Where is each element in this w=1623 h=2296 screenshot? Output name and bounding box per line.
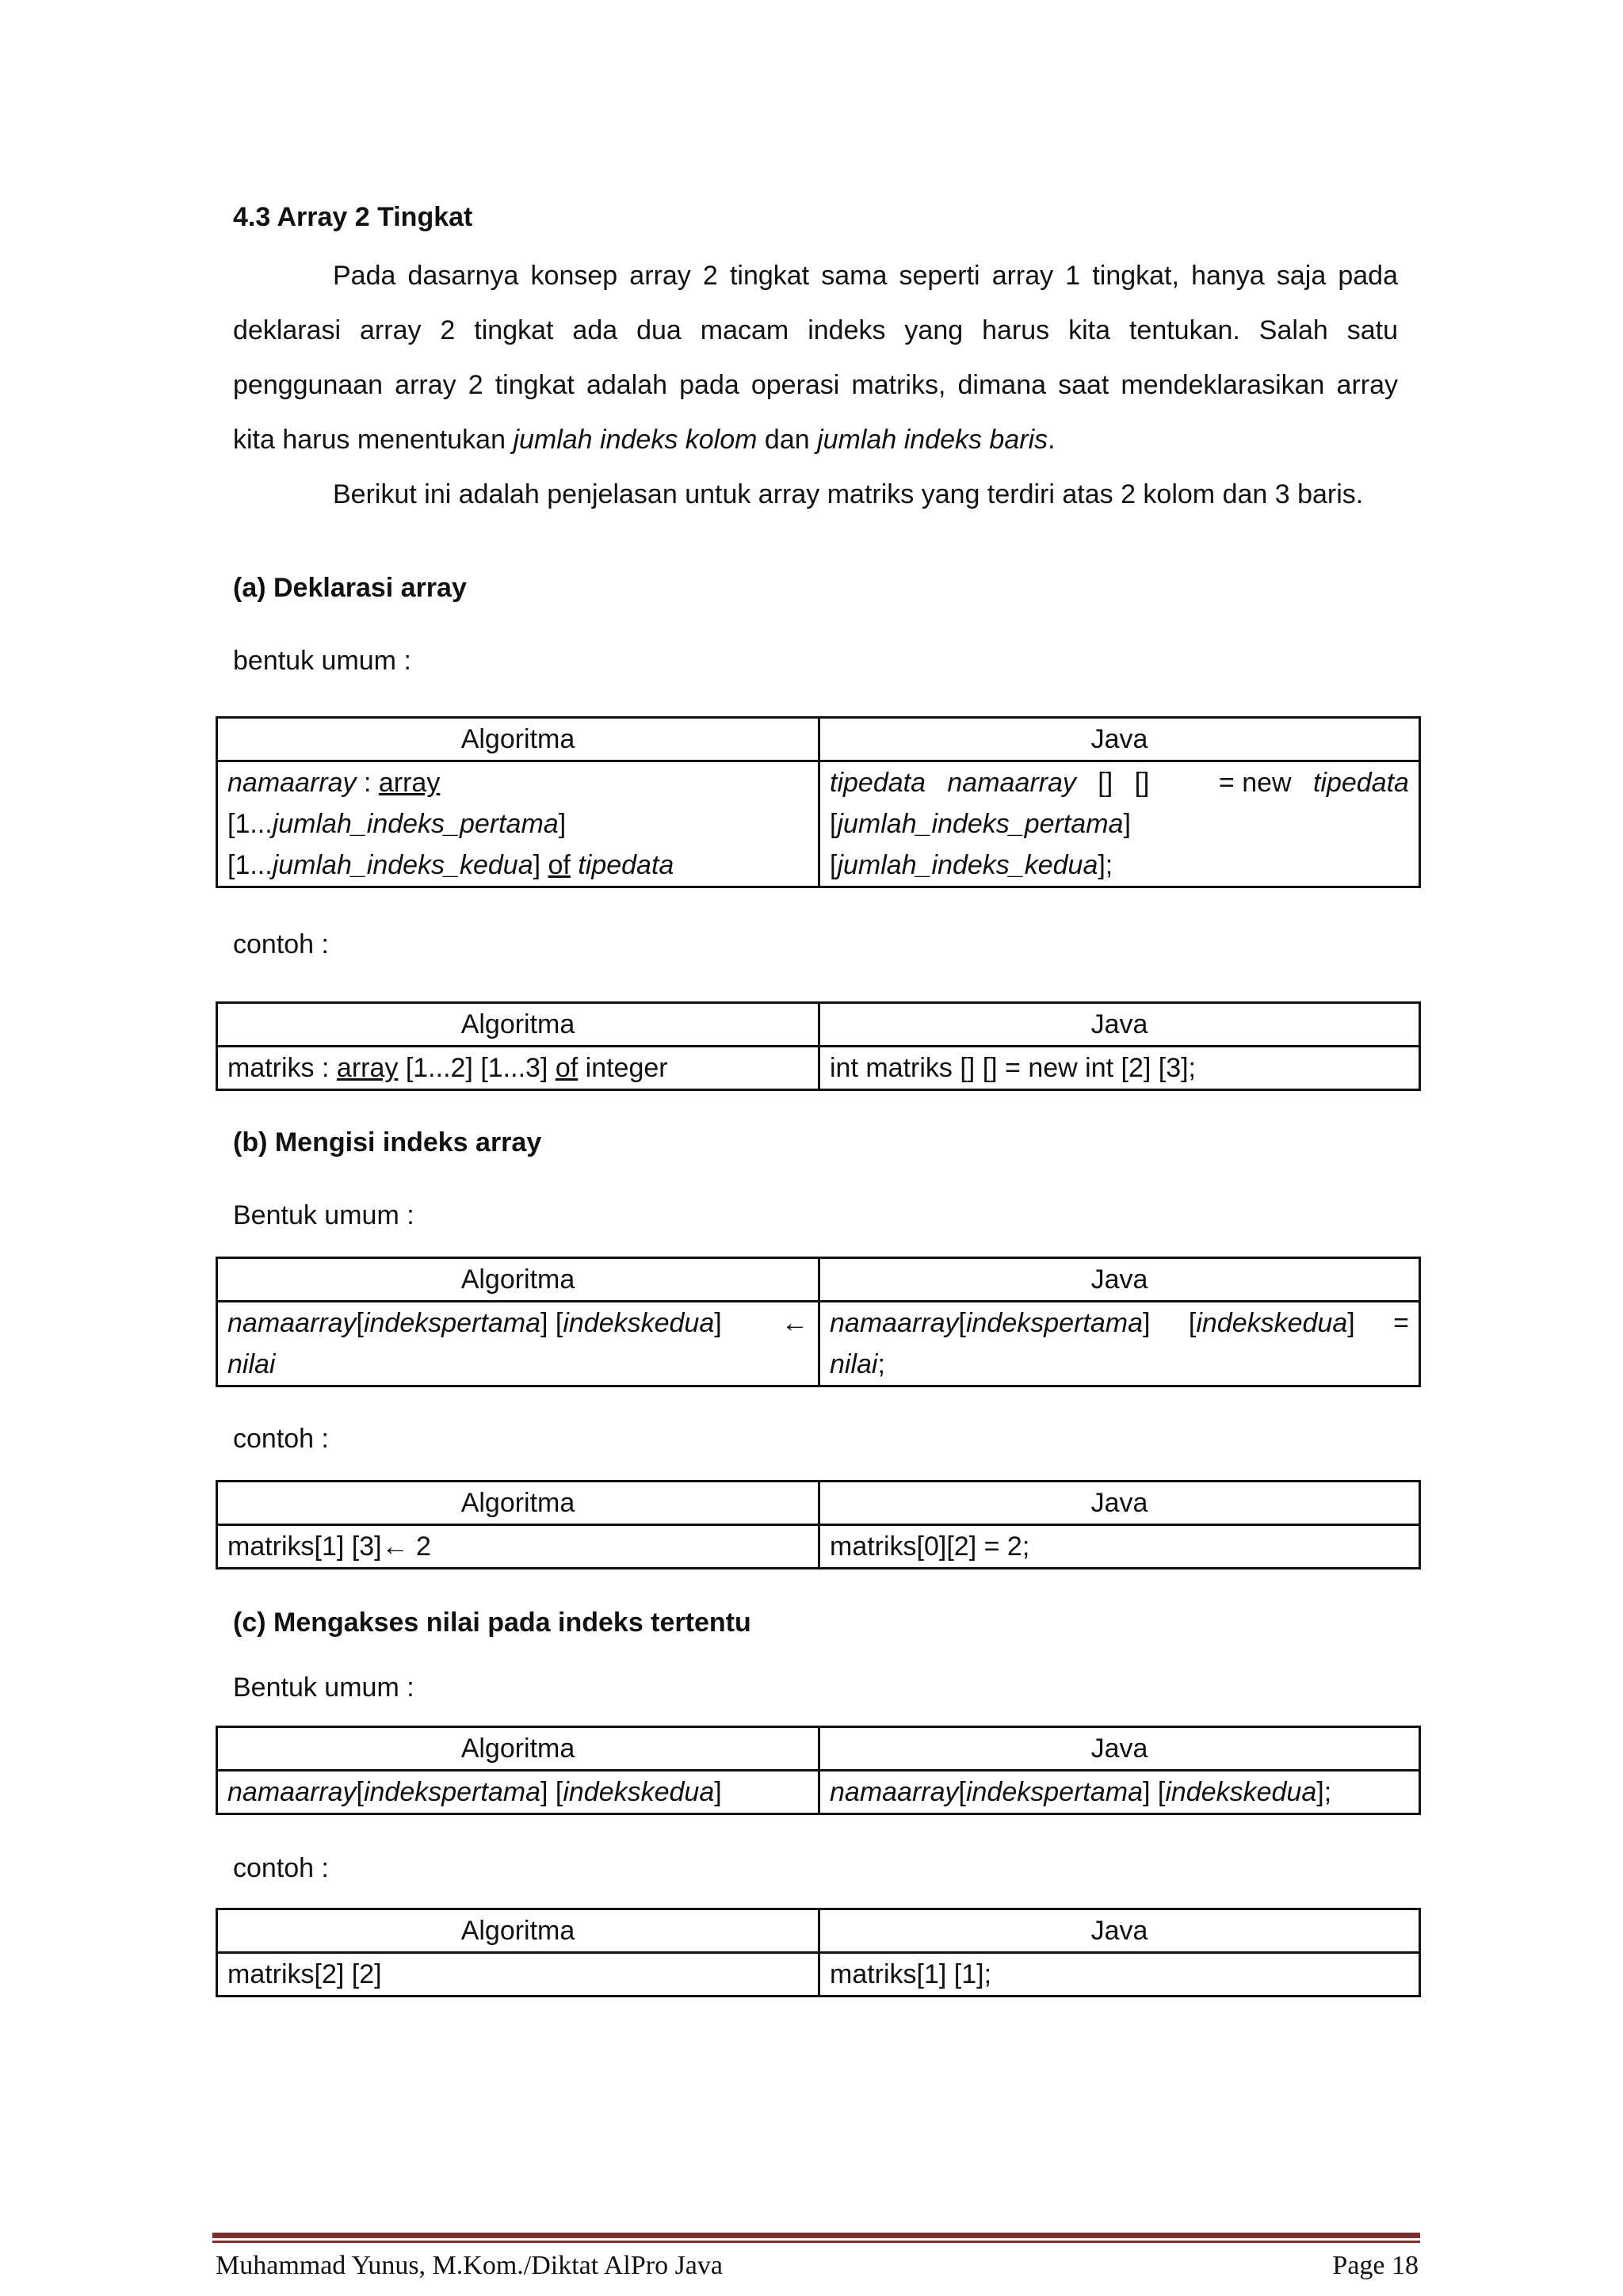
subsection-c-title: (c) Mengakses nilai pada indeks tertentu: [233, 1608, 751, 1638]
footer-rule: [212, 2233, 1420, 2238]
code-text: ]: [1347, 1308, 1355, 1338]
intro-line-1: Pada dasarnya konsep array 2 tingkat sama seperti array 1 tingkat, hanya saja pada: [333, 261, 1398, 291]
intro-text: dan: [757, 425, 818, 455]
cell-java: int matriks [] [] = new int [2] [3];: [819, 1047, 1420, 1090]
code-text: ]: [714, 1308, 722, 1338]
cell-line: [227, 845, 808, 886]
table-b-example: [216, 1480, 1421, 1569]
code-text: namaarray: [227, 1308, 357, 1338]
code-text: tipedata: [578, 850, 674, 880]
keyword-text: of: [555, 1053, 579, 1083]
code-text: ];: [1098, 850, 1113, 880]
header-java: Java: [819, 1258, 1420, 1302]
code-text: nilai: [830, 1349, 878, 1379]
code-group: [227, 1302, 722, 1344]
table-header-row: [217, 1003, 1420, 1047]
table-header-row: [217, 1482, 1420, 1525]
code-text: ];: [1316, 1777, 1332, 1807]
code-text: indekspertama: [363, 1308, 540, 1338]
table-row: [217, 1525, 1420, 1569]
code-text: namaarray: [227, 768, 357, 798]
cell-line: [830, 803, 1409, 845]
cell-java: matriks[1] [1];: [819, 1953, 1420, 1997]
code-text: namaarray: [227, 1777, 357, 1807]
code-text: namaarray: [947, 768, 1076, 798]
header-algoritma: Algoritma: [217, 1258, 819, 1302]
table-b-general: [216, 1257, 1421, 1387]
code-text: matriks :: [227, 1053, 337, 1083]
cell-line: [830, 762, 1409, 803]
footer-author: Muhammad Yunus, M.Kom./Diktat AlPro Java: [216, 2251, 723, 2280]
intro-text: .: [1048, 425, 1056, 455]
code-text: [: [830, 850, 838, 880]
code-text: indekspertama: [965, 1777, 1143, 1807]
code-text: [: [830, 809, 838, 839]
header-algoritma: Algoritma: [217, 1482, 819, 1525]
code-text: :: [356, 768, 379, 798]
cell-algoritma: [217, 1302, 819, 1386]
cell-java: matriks[0][2] = 2;: [819, 1525, 1420, 1569]
code-text: [571, 850, 578, 880]
keyword-text: of: [548, 850, 571, 880]
code-text: ] [: [540, 1777, 563, 1807]
header-java: Java: [819, 718, 1420, 761]
table-header-row: [217, 1909, 1420, 1953]
cell-java: [819, 1771, 1420, 1814]
code-text: ]: [714, 1777, 722, 1807]
code-text: jumlah_indeks_kedua: [272, 850, 533, 880]
code-text: [: [356, 1308, 364, 1338]
section-title: 4.3 Array 2 Tingkat: [233, 202, 473, 232]
table-header-row: [217, 1727, 1420, 1771]
subsection-b-contoh-label: contoh :: [233, 1424, 329, 1454]
subsection-b-title: (b) Mengisi indeks array: [233, 1127, 542, 1158]
intro-line-4: [233, 413, 1398, 467]
code-text: namaarray: [830, 1777, 959, 1807]
cell-line: nilai: [227, 1349, 276, 1379]
intro-paragraph: [233, 249, 1398, 522]
header-algoritma: Algoritma: [217, 718, 819, 761]
code-text: indekspertama: [363, 1777, 540, 1807]
code-text: jumlah_indeks_pertama: [272, 809, 559, 839]
cell-algoritma: matriks[2] [2]: [217, 1953, 819, 1997]
table-row: [217, 1302, 1420, 1386]
subsection-a-contoh-label: contoh :: [233, 929, 329, 959]
header-java: Java: [819, 1909, 1420, 1953]
cell-algoritma: [217, 761, 819, 887]
code-text: jumlah_indeks_kedua: [837, 850, 1098, 880]
code-text: ;: [877, 1349, 885, 1379]
code-text: ]: [558, 809, 567, 839]
code-text: tipedata: [1312, 768, 1409, 798]
table-row: [217, 1047, 1420, 1090]
code-group: [830, 1302, 1150, 1344]
code-text: ]: [533, 850, 548, 880]
code-text: [: [958, 1308, 966, 1338]
table-row: [217, 761, 1420, 887]
code-text: integer: [578, 1053, 668, 1083]
cell-line: [830, 1302, 1409, 1344]
cell-line: [830, 845, 1409, 886]
code-text: ]: [1123, 809, 1131, 839]
cell-algoritma: matriks[1] [3]← 2: [217, 1525, 819, 1569]
cell-line: [830, 1344, 1409, 1385]
code-text: [1...: [227, 850, 273, 880]
code-text: = new: [1218, 768, 1292, 798]
code-text: [: [356, 1777, 364, 1807]
header-algoritma: Algoritma: [217, 1003, 819, 1047]
cell-algoritma: [217, 1771, 819, 1814]
table-c-general: [216, 1726, 1421, 1815]
code-text: [1...: [227, 809, 273, 839]
header-algoritma: Algoritma: [217, 1909, 819, 1953]
subsection-a-title: (a) Deklarasi array: [233, 573, 467, 603]
code-text: ] [: [540, 1308, 563, 1338]
intro-emphasis: jumlah indeks baris: [817, 425, 1048, 455]
code-text: []: [1134, 768, 1150, 798]
cell-java: [819, 1302, 1420, 1386]
assign-arrow-icon: ←: [781, 1308, 808, 1338]
subsection-b-bentuk-label: Bentuk umum :: [233, 1200, 414, 1230]
header-algoritma: Algoritma: [217, 1727, 819, 1771]
footer-page-number: Page 18: [1332, 2251, 1419, 2280]
code-text: namaarray: [830, 1308, 959, 1338]
code-text: [1...2] [1...3]: [398, 1053, 556, 1083]
cell-java: [819, 761, 1420, 887]
code-text: ]: [1142, 1308, 1151, 1338]
intro-emphasis: jumlah indeks kolom: [513, 425, 758, 455]
code-text: [: [1188, 1308, 1197, 1338]
subsection-c-bentuk-label: Bentuk umum :: [233, 1672, 414, 1703]
keyword-text: array: [336, 1053, 399, 1083]
code-text: tipedata: [830, 768, 926, 798]
code-text: indekskedua: [1196, 1308, 1348, 1338]
code-text: [: [958, 1777, 966, 1807]
table-a-general: [216, 716, 1421, 888]
table-header-row: [217, 1258, 1420, 1302]
code-text: =: [1393, 1308, 1409, 1338]
table-c-example: [216, 1908, 1421, 1997]
table-a-example: [216, 1001, 1421, 1091]
intro-line-2: deklarasi array 2 tingkat ada dua macam indeks yang harus kita tentukan. Salah satu: [233, 315, 1398, 345]
code-text: []: [1098, 768, 1113, 798]
intro-line-5: Berikut ini adalah penjelasan untuk array matriks yang terdiri atas 2 kolom dan 3 baris.: [333, 479, 1364, 509]
code-text: indekskedua: [563, 1308, 715, 1338]
cell-algoritma: [217, 1047, 819, 1090]
cell-line: [227, 762, 808, 803]
header-java: Java: [819, 1727, 1420, 1771]
cell-line: [227, 1302, 808, 1344]
subsection-c-contoh-label: contoh :: [233, 1853, 329, 1883]
header-java: Java: [819, 1482, 1420, 1525]
keyword-text: array: [378, 768, 441, 798]
code-group: [1189, 1302, 1355, 1344]
table-row: [217, 1953, 1420, 1997]
code-text: jumlah_indeks_pertama: [837, 809, 1124, 839]
code-text: ] [: [1142, 1777, 1166, 1807]
code-text: indekskedua: [1165, 1777, 1317, 1807]
footer-rule-thin: [212, 2241, 1420, 2243]
header-java: Java: [819, 1003, 1420, 1047]
intro-text: kita harus menentukan: [233, 425, 514, 455]
intro-line-3: penggunaan array 2 tingkat adalah pada operasi matriks, dimana saat mendeklarasikan array: [233, 370, 1398, 400]
cell-line: [227, 803, 808, 845]
table-row: [217, 1771, 1420, 1814]
table-header-row: [217, 718, 1420, 761]
subsection-a-bentuk-label: bentuk umum :: [233, 646, 411, 676]
code-text: indekspertama: [965, 1308, 1143, 1338]
code-text: indekskedua: [563, 1777, 715, 1807]
